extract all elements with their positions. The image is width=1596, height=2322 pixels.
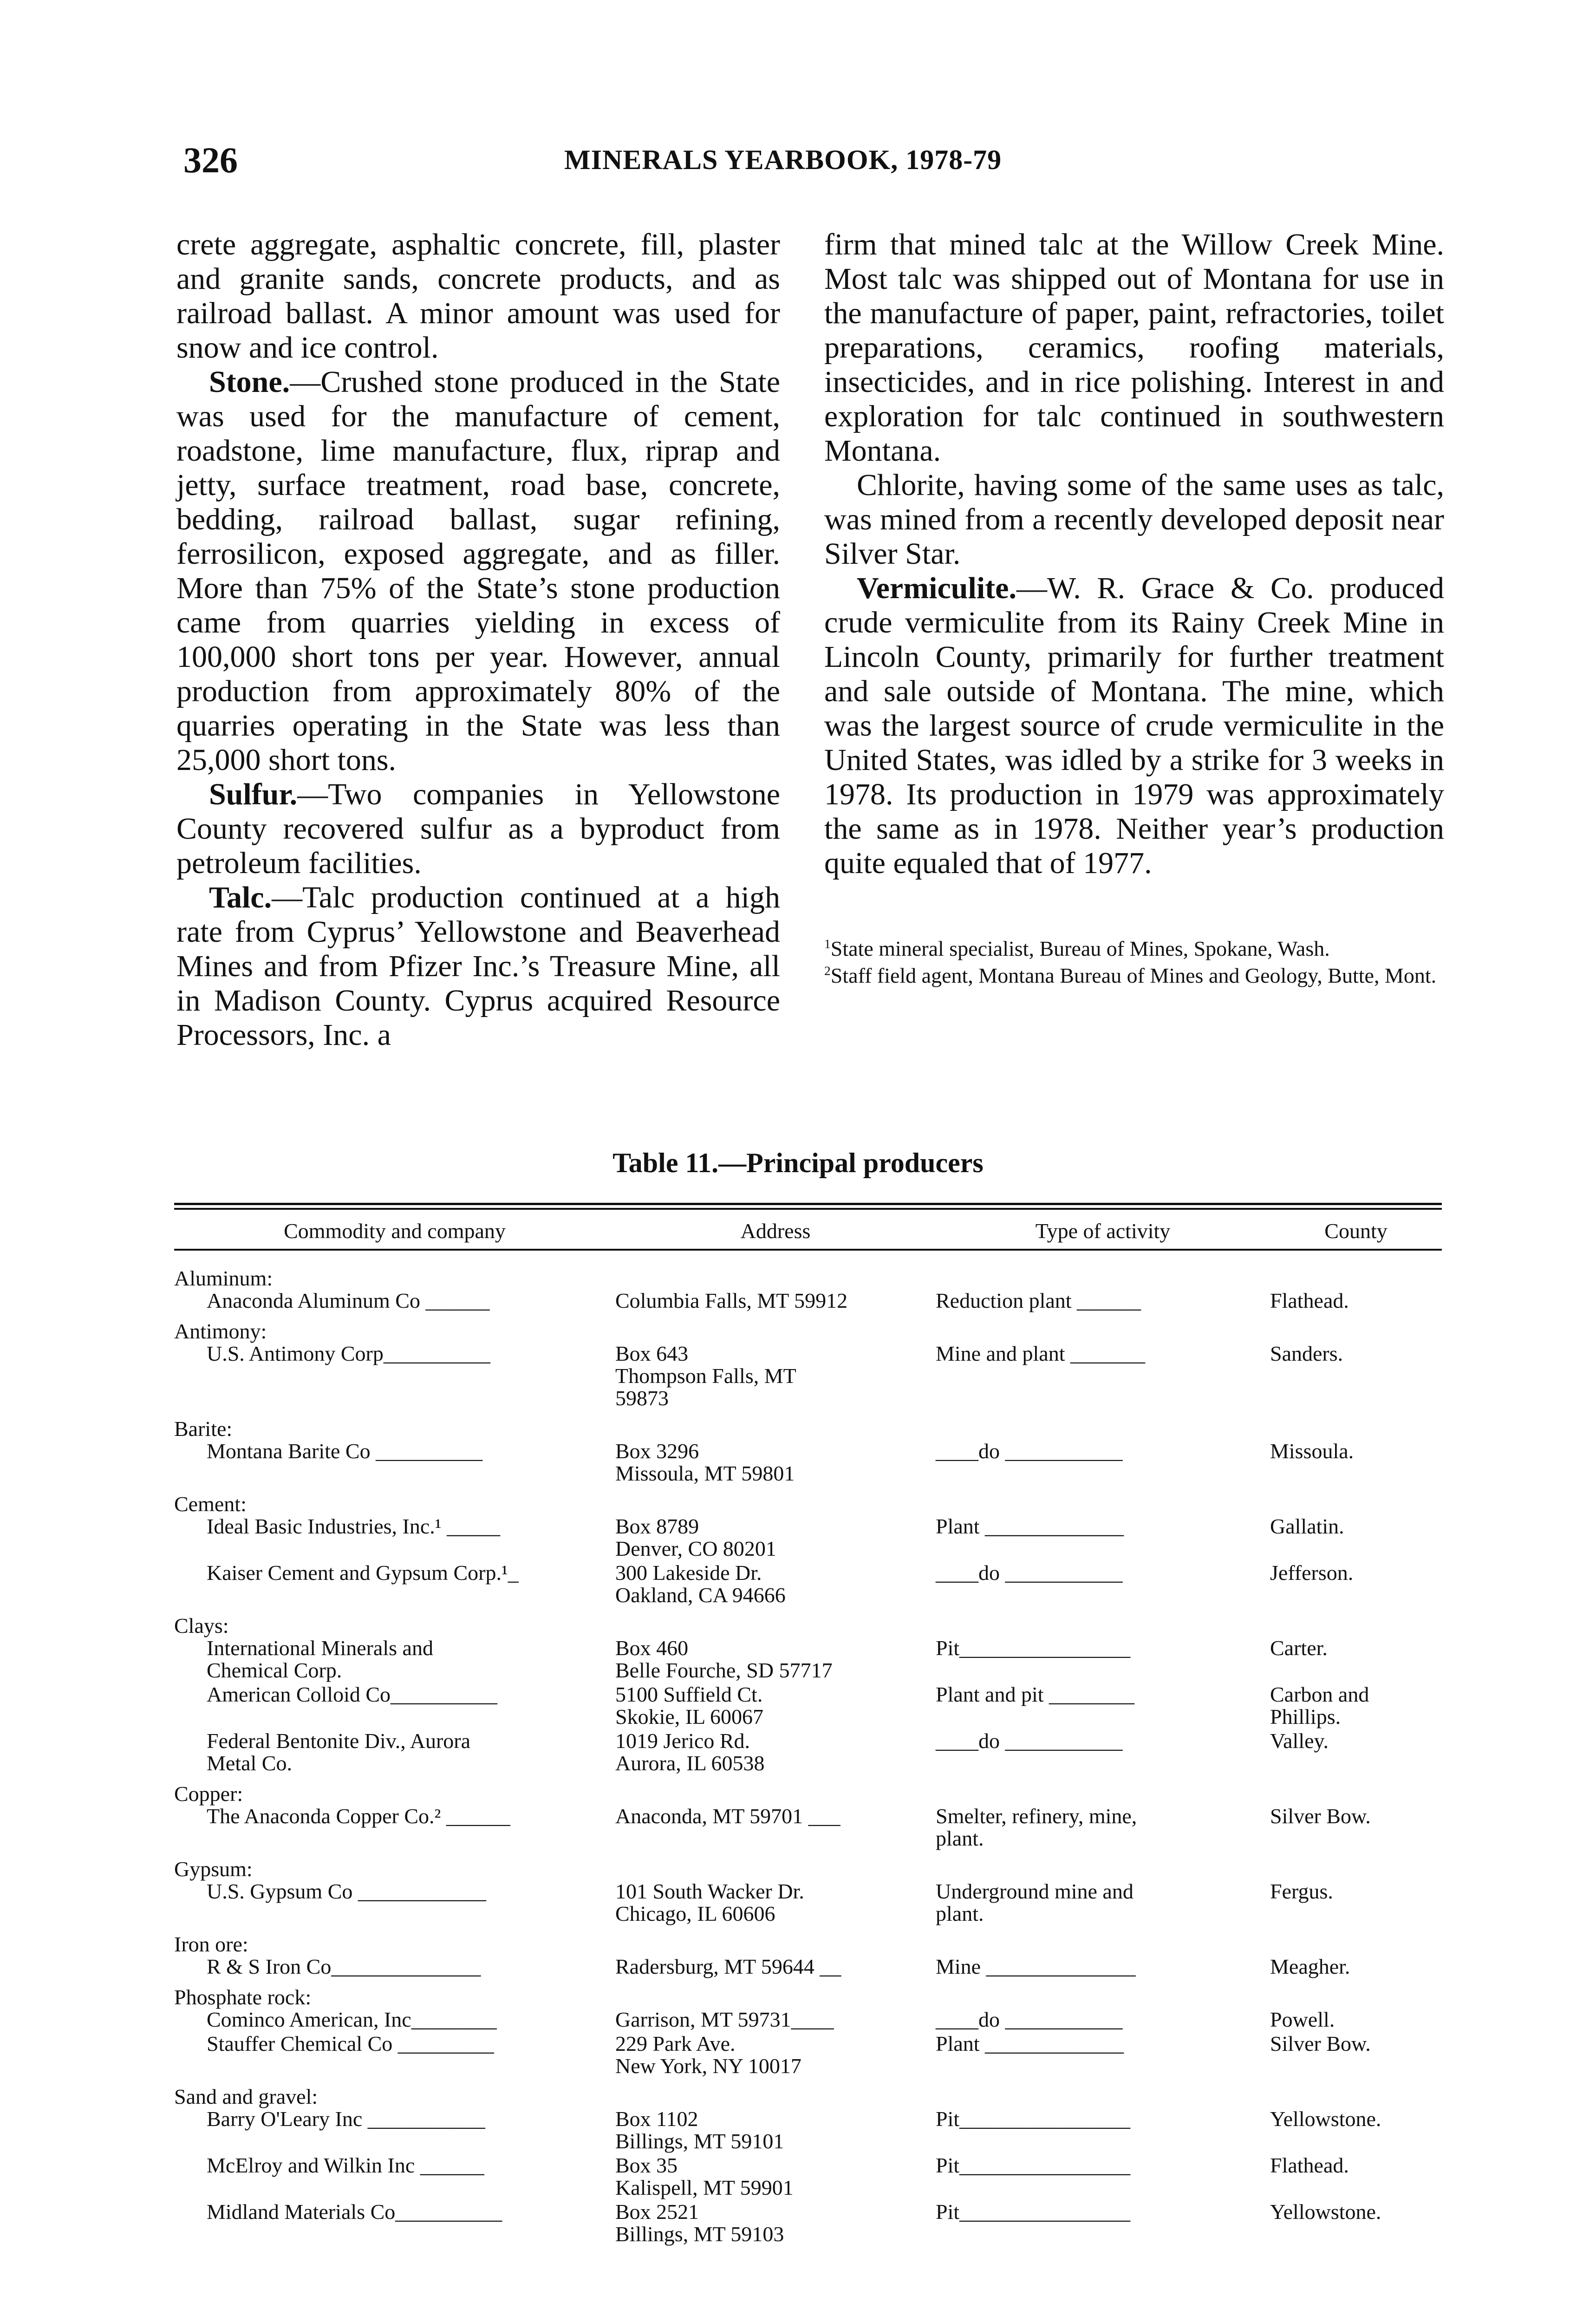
running-title: MINERALS YEARBOOK, 1978-79 — [564, 144, 1002, 175]
activity-cell: Pit________________ — [936, 2200, 1131, 2224]
county-cell: Missoula. — [1270, 1439, 1354, 1463]
table-row — [174, 1440, 1442, 1485]
table-row — [174, 1637, 1442, 1682]
activity-cell: Pit________________ — [936, 1636, 1131, 1660]
address-cell: Garrison, MT 59731____ — [615, 2008, 834, 2031]
county-cell: Valley. — [1270, 1729, 1329, 1753]
county-cell: Sanders. — [1270, 1342, 1343, 1365]
category-label: Sand and gravel: — [174, 2085, 318, 2108]
company-cell: Stauffer Chemical Co _________ — [207, 2032, 494, 2055]
county-cell: Fergus. — [1270, 1879, 1333, 1903]
paragraph-sulfur — [176, 777, 780, 881]
right-column — [824, 228, 1444, 990]
address-cell: 300 Lakeside Dr. Oakland, CA 94666 — [615, 1561, 786, 1607]
company-cell: Montana Barite Co __________ — [207, 1439, 483, 1463]
county-cell: Gallatin. — [1270, 1514, 1344, 1538]
address-cell: 1019 Jerico Rd. Aurora, IL 60538 — [615, 1729, 765, 1775]
activity-cell: ____do ___________ — [936, 1729, 1123, 1753]
company-cell: U.S. Antimony Corp__________ — [207, 1342, 490, 1365]
company-cell: Kaiser Cement and Gypsum Corp.¹_ — [207, 1561, 519, 1585]
company-cell: International Minerals and Chemical Corp. — [207, 1636, 433, 1682]
county-cell: Yellowstone. — [1270, 2107, 1381, 2131]
category-label: Barite: — [174, 1417, 233, 1441]
footnotes — [824, 936, 1444, 988]
table-title: Table 11.—Principal producers — [612, 1148, 984, 1178]
stone-text: —Crushed stone produced in the State was used for the manufacture of cement, roadstone, lime manufacture, flux, riprap and jetty, surface treatment, road base, concrete, bedding, railroad ballast, sugar refining, ferrosilicon, exposed aggregate, and as filler. More than 75% of the State’s stone production came from quarries yielding in excess of 100,000 short tons per year. However, annual production from approximately 80% of the quarries operating in the State was less than 25,000 short tons. — [176, 365, 780, 777]
company-cell: Ideal Basic Industries, Inc.¹ _____ — [207, 1514, 501, 1538]
sulfur-text: —Two companies in Yellowstone County recovered sulfur as a byproduct from petroleum facilities. — [176, 777, 780, 880]
paragraph-vermiculite — [824, 571, 1444, 881]
footnote-1: $^1$State mineral specialist, Bureau of Mines, Spokane, Wash. — [824, 936, 1330, 960]
table-row — [174, 1343, 1442, 1409]
table-row — [174, 1562, 1442, 1606]
county-cell: Silver Bow. — [1270, 2032, 1371, 2055]
column-header: Commodity and company — [284, 1219, 506, 1243]
county-cell: Carter. — [1270, 1636, 1328, 1660]
address-cell: Box 2521 Billings, MT 59103 — [615, 2200, 784, 2246]
activity-cell: Plant _____________ — [936, 1514, 1124, 1538]
table-row — [174, 2033, 1442, 2077]
activity-cell: Plant _____________ — [936, 2032, 1124, 2055]
county-cell: Flathead. — [1270, 2153, 1349, 2177]
category-label: Antimony: — [174, 1319, 267, 1343]
address-cell: Box 8789 Denver, CO 80201 — [615, 1514, 776, 1560]
county-cell: Powell. — [1270, 2008, 1335, 2031]
table-row — [174, 1730, 1442, 1774]
paragraph-aggregate: crete aggregate, asphaltic concrete, fill, plaster and granite sands, concrete products, and as railroad ballast. A minor amount was used for snow and ice control. — [176, 228, 780, 365]
stone-heading: Stone. — [209, 365, 290, 399]
activity-cell: Smelter, refinery, mine, plant. — [936, 1804, 1137, 1850]
table-header-row — [174, 1210, 1442, 1251]
address-cell: Box 643 Thompson Falls, MT 59873 — [615, 1342, 796, 1410]
vermiculite-text: —W. R. Grace & Co. produced crude vermiculite from its Rainy Creek Mine in Lincoln County, primarily for further treatment and sale outside of Montana. The mine, which was the largest source of crude vermiculite in the United States, was idled by a strike for 3 weeks in 1978. Its production in 1979 was approximately the same as in 1978. Neither year’s production quite equaled that of 1977. — [824, 571, 1444, 880]
table-row — [174, 1515, 1442, 1560]
activity-cell: Underground mine and plant. — [936, 1879, 1133, 1925]
address-cell: 229 Park Ave. New York, NY 10017 — [615, 2032, 801, 2078]
paragraph-stone — [176, 365, 780, 777]
address-cell: 5100 Suffield Ct. Skokie, IL 60067 — [615, 1683, 763, 1728]
company-cell: R & S Iron Co______________ — [207, 1955, 481, 1978]
page-number: 326 — [183, 140, 238, 180]
county-cell: Carbon and Phillips. — [1270, 1683, 1369, 1728]
sulfur-heading: Sulfur. — [209, 777, 298, 811]
table-row — [174, 2154, 1442, 2199]
table-row — [174, 2108, 1442, 2152]
county-cell: Silver Bow. — [1270, 1804, 1371, 1828]
company-cell: Anaconda Aluminum Co ______ — [207, 1289, 490, 1312]
paragraph-chlorite: Chlorite, having some of the same uses as talc, was mined from a recently developed deposit near Silver Star. — [824, 468, 1444, 571]
column-header: Address — [740, 1219, 811, 1243]
table-row — [174, 1290, 1442, 1312]
activity-cell: Mine ______________ — [936, 1955, 1136, 1978]
table-body — [174, 1251, 1442, 2254]
address-cell: Anaconda, MT 59701 ___ — [615, 1804, 840, 1828]
company-cell: McElroy and Wilkin Inc ______ — [207, 2153, 484, 2177]
left-column — [176, 228, 780, 1052]
company-cell: American Colloid Co__________ — [207, 1683, 498, 1706]
category-label: Phosphate rock: — [174, 1985, 312, 2009]
address-cell: 101 South Wacker Dr. Chicago, IL 60606 — [615, 1879, 804, 1925]
activity-cell: Reduction plant ______ — [936, 1289, 1141, 1312]
footnote-2: $^2$Staff field agent, Montana Bureau of Mines and Geology, Butte, Mont. — [824, 963, 1437, 987]
table-row — [174, 1805, 1442, 1850]
county-cell: Meagher. — [1270, 1955, 1350, 1978]
address-cell: Box 1102 Billings, MT 59101 — [615, 2107, 784, 2153]
address-cell: Radersburg, MT 59644 __ — [615, 1955, 841, 1978]
paragraph-talc-continued: firm that mined talc at the Willow Creek Mine. Most talc was shipped out of Montana for use in the manufacture of paper, paint, refractories, toilet preparations, ceramics, roofing materials, insecticides, and in rice polishing. Interest in and exploration for talc continued in southwestern Montana. — [824, 228, 1444, 468]
table-row — [174, 1880, 1442, 1925]
county-cell: Flathead. — [1270, 1289, 1349, 1312]
address-cell: Columbia Falls, MT 59912 — [615, 1289, 848, 1312]
activity-cell: ____do ___________ — [936, 1561, 1123, 1585]
table-row — [174, 1956, 1442, 1978]
paragraph-talc — [176, 881, 780, 1052]
activity-cell: ____do ___________ — [936, 1439, 1123, 1463]
county-cell: Yellowstone. — [1270, 2200, 1381, 2224]
company-cell: The Anaconda Copper Co.² ______ — [207, 1804, 510, 1828]
table-row — [174, 2201, 1442, 2245]
category-label: Copper: — [174, 1782, 243, 1806]
vermiculite-heading: Vermiculite. — [857, 571, 1016, 605]
activity-cell: Plant and pit ________ — [936, 1683, 1135, 1706]
company-cell: Midland Materials Co__________ — [207, 2200, 502, 2224]
company-cell: Barry O'Leary Inc ___________ — [207, 2107, 485, 2131]
category-label: Aluminum: — [174, 1266, 273, 1290]
category-label: Iron ore: — [174, 1932, 248, 1956]
category-label: Clays: — [174, 1614, 229, 1637]
column-header: County — [1324, 1219, 1388, 1243]
table-row — [174, 2009, 1442, 2031]
activity-cell: Pit________________ — [936, 2107, 1131, 2131]
column-header: Type of activity — [1035, 1219, 1171, 1243]
activity-cell: ____do ___________ — [936, 2008, 1123, 2031]
activity-cell: Mine and plant _______ — [936, 1342, 1145, 1365]
table-row — [174, 1683, 1442, 1728]
producers-table — [174, 1203, 1442, 2254]
activity-cell: Pit________________ — [936, 2153, 1131, 2177]
company-cell: U.S. Gypsum Co ____________ — [207, 1879, 486, 1903]
address-cell: Box 3296 Missoula, MT 59801 — [615, 1439, 795, 1485]
category-label: Gypsum: — [174, 1857, 253, 1881]
address-cell: Box 460 Belle Fourche, SD 57717 — [615, 1636, 833, 1682]
category-label: Cement: — [174, 1492, 247, 1516]
address-cell: Box 35 Kalispell, MT 59901 — [615, 2153, 794, 2199]
county-cell: Jefferson. — [1270, 1561, 1354, 1585]
talc-heading: Talc. — [209, 881, 272, 914]
company-cell: Cominco American, Inc________ — [207, 2008, 497, 2031]
company-cell: Federal Bentonite Div., Aurora Metal Co. — [207, 1729, 471, 1775]
talc-text: —Talc production continued at a high rate from Cyprus’ Yellowstone and Beaverhead Mines and from Pfizer Inc.’s Treasure Mine, all in Madison County. Cyprus acquired Resource Processors, Inc. a — [176, 881, 780, 1052]
